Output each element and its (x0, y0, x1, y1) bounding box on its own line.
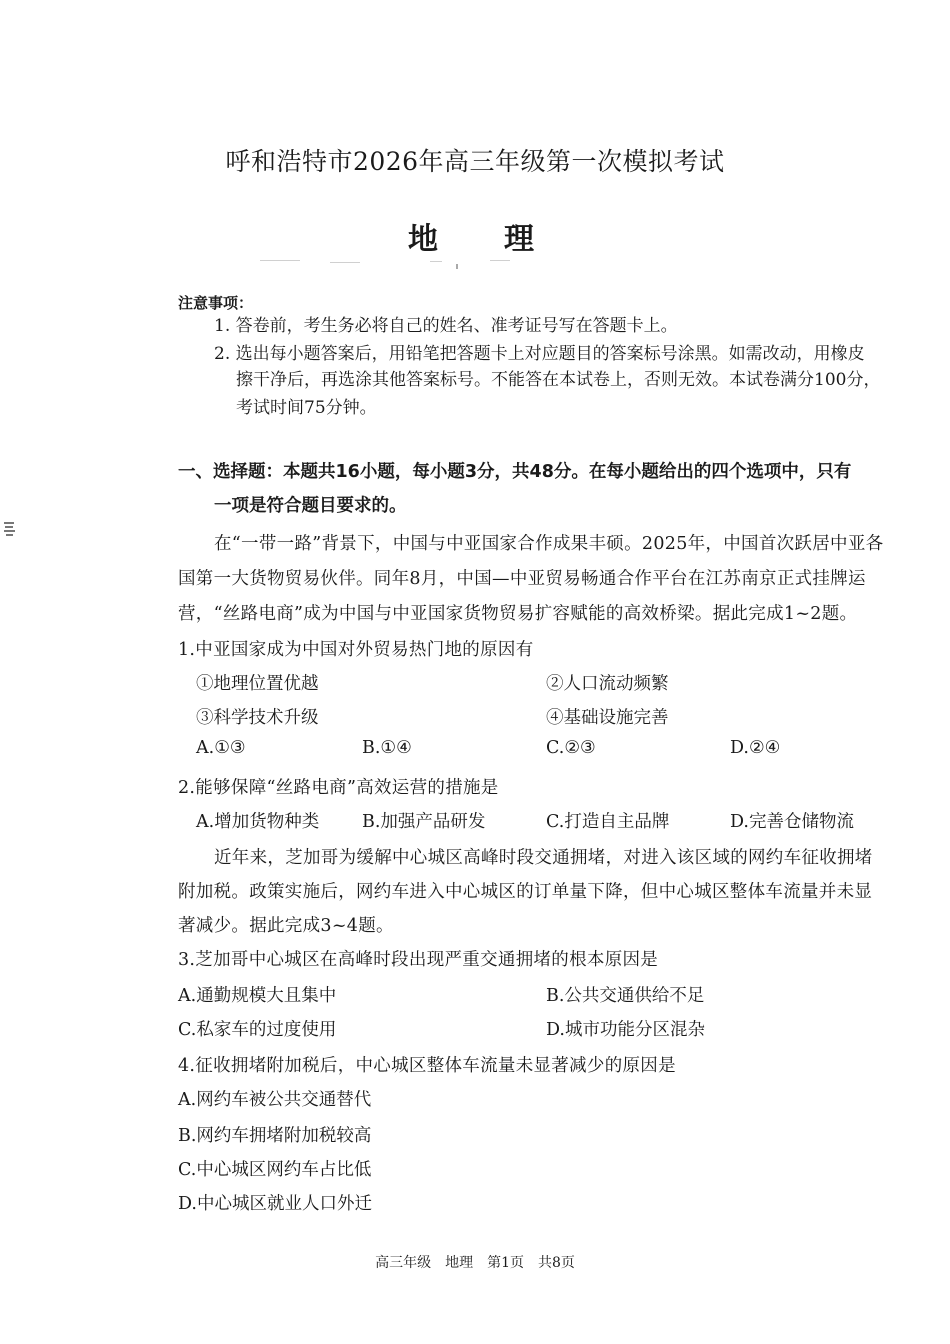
question-1-item-2: ②人口流动频繁 (546, 674, 669, 694)
passage-2-line-2: 附加税。政策实施后，网约车进入中心城区的订单量下降，但中心城区整体车流量并未显 (178, 882, 873, 902)
question-3-option-a[interactable]: A.通勤规模大且集中 (178, 986, 337, 1006)
notice-item-2-line-3: 考试时间75分钟。 (236, 398, 377, 418)
question-4-option-a[interactable]: A.网约车被公共交通替代 (178, 1090, 372, 1110)
subject-title: 地 理 (408, 222, 552, 257)
question-4-option-c[interactable]: C.中心城区网约车占比低 (178, 1160, 372, 1180)
question-1-option-a[interactable]: A.①③ (196, 738, 246, 758)
notice-item-1: 1. 答卷前，考生务必将自己的姓名、准考证号写在答题卡上。 (214, 316, 678, 336)
question-1-option-d[interactable]: D.②④ (730, 738, 781, 758)
question-3-stem: 3.芝加哥中心城区在高峰时段出现严重交通拥堵的根本原因是 (178, 950, 659, 970)
exam-title: 呼和浩特市2026年高三年级第一次模拟考试 (225, 147, 725, 176)
question-1-item-4: ④基础设施完善 (546, 708, 669, 728)
question-1-item-3: ③科学技术升级 (196, 708, 319, 728)
passage-1-line-3: 营，“丝路电商”成为中国与中亚国家货物贸易扩容赋能的高效桥梁。据此完成1~2题。 (178, 604, 858, 624)
question-1-option-b[interactable]: B.①④ (362, 738, 412, 758)
question-2-option-b[interactable]: B.加强产品研发 (362, 812, 486, 832)
question-4-option-b[interactable]: B.网约车拥堵附加税较高 (178, 1126, 372, 1146)
question-1-item-1: ①地理位置优越 (196, 674, 319, 694)
notice-item-2-line-1: 2. 选出每小题答案后，用铅笔把答题卡上对应题目的答案标号涂黑。如需改动，用橡皮 (214, 344, 865, 364)
page-footer: 高三年级 地理 第1页 共8页 (375, 1255, 575, 1271)
question-3-option-c[interactable]: C.私家车的过度使用 (178, 1020, 337, 1040)
question-2-option-d[interactable]: D.完善仓储物流 (730, 812, 854, 832)
question-4-stem: 4.征收拥堵附加税后，中心城区整体车流量未显著减少的原因是 (178, 1056, 676, 1076)
question-1-option-c[interactable]: C.②③ (546, 738, 596, 758)
question-4-option-d[interactable]: D.中心城区就业人口外迁 (178, 1194, 372, 1214)
passage-1-line-2: 国第一大货物贸易伙伴。同年8月，中国—中亚贸易畅通合作平台在江苏南京正式挂牌运 (178, 569, 866, 589)
passage-1-line-1: 在“一带一路”背景下，中国与中亚国家合作成果丰硕。2025年，中国首次跃居中亚各 (214, 534, 884, 554)
notice-item-2-line-2: 擦干净后，再选涂其他答案标号。不能答在本试卷上，否则无效。本试卷满分100分， (236, 370, 881, 390)
question-2-stem: 2.能够保障“丝路电商”高效运营的措施是 (178, 778, 499, 798)
scan-noise-icon (250, 258, 520, 266)
question-3-option-d[interactable]: D.城市功能分区混杂 (546, 1020, 705, 1040)
notice-heading: 注意事项： (178, 294, 254, 312)
passage-2-line-1: 近年来，芝加哥为缓解中心城区高峰时段交通拥堵，对进入该区域的网约车征收拥堵 (214, 848, 873, 868)
section-heading-line-2: 一项是符合题目要求的。 (214, 496, 407, 516)
question-2-option-c[interactable]: C.打造自主品牌 (546, 812, 670, 832)
question-3-option-b[interactable]: B.公共交通供给不足 (546, 986, 705, 1006)
passage-2-line-3: 著减少。据此完成3~4题。 (178, 916, 394, 936)
section-heading-line-1: 一、选择题：本题共16小题，每小题3分，共48分。在每小题给出的四个选项中，只有 (178, 462, 852, 482)
question-2-option-a[interactable]: A.增加货物种类 (196, 812, 320, 832)
scan-mark-icon (4, 522, 16, 538)
question-1-stem: 1.中亚国家成为中国对外贸易热门地的原因有 (178, 640, 534, 660)
